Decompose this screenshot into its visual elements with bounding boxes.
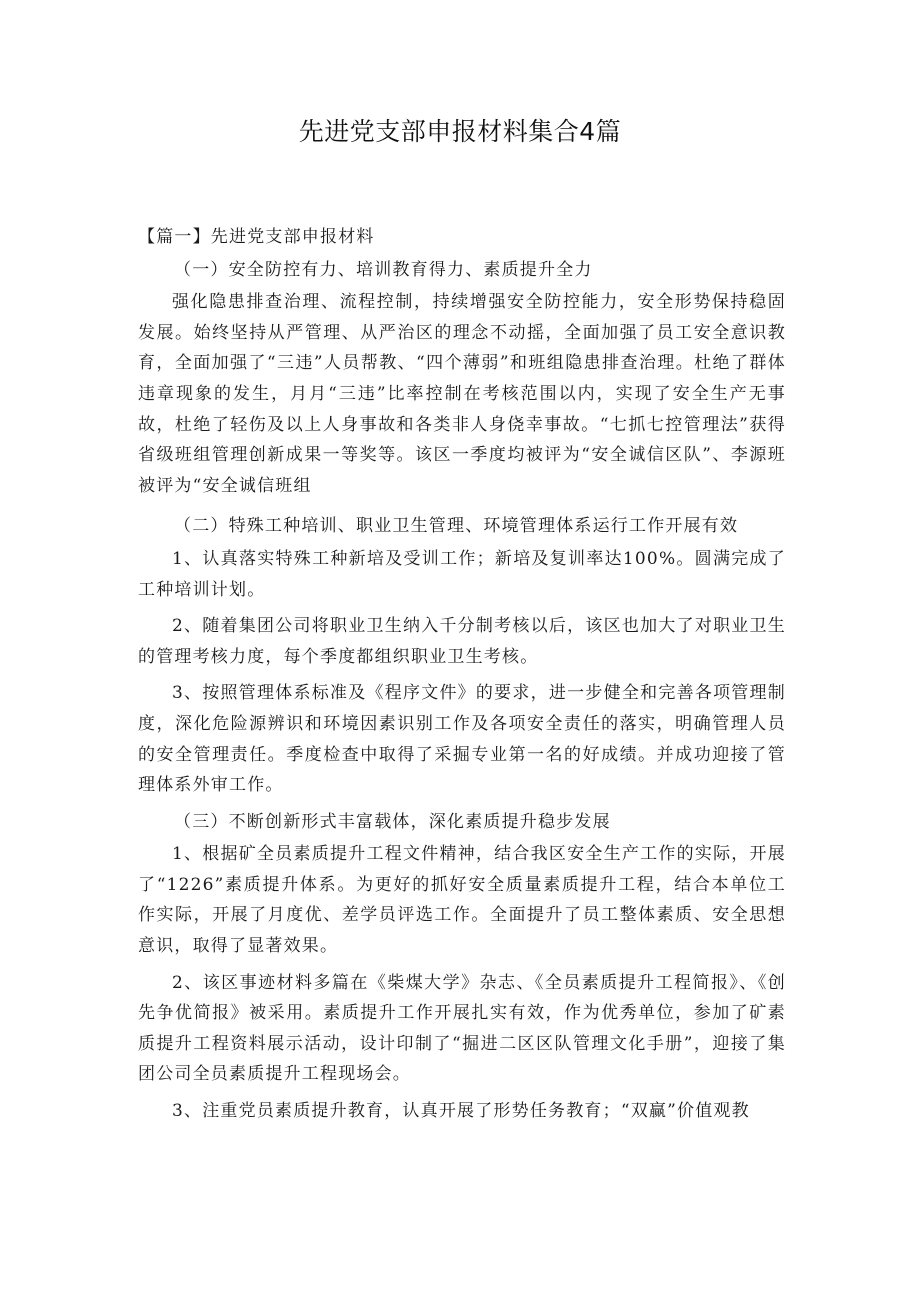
paragraph: 3、注重党员素质提升教育，认真开展了形势任务教育；“双赢”价值观教 bbox=[172, 1101, 750, 1122]
paragraph: 2、随着集团公司将职业卫生纳入千分制考核以后，该区也加大了对职业卫生的管理考核力度，每个季度都组织职业卫生考核。 bbox=[138, 616, 786, 667]
paragraph: 3、按照管理体系标准及《程序文件》的要求，进一步健全和完善各项管理制度，深化危险源辨识和环境因素识别工作及各项安全责任的落实，明确管理人员的安全管理责任。季度检查中取得了采掘专业第一名的好成绩。并成功迎接了管理体系外审工作。 bbox=[138, 683, 786, 796]
document-body bbox=[138, 222, 786, 1133]
subheading-2: （二）特殊工种培训、职业卫生管理、环境管理体系运行工作开展有效 bbox=[174, 516, 739, 537]
document-title: 先进党支部申报材料集合4篇 bbox=[298, 117, 622, 146]
paragraph: 1、根据矿全员素质提升工程文件精神，结合我区安全生产工作的实际，开展了“1226”素质提升体系。为更好的抓好安全质量素质提升工程，结合本单位工作实际，开展了月度优、差学员评选工作。全面提升了员工整体素质、安全思想意识，取得了显著效果。 bbox=[138, 844, 786, 957]
paragraph: 2、该区事迹材料多篇在《柴煤大学》杂志、《全员素质提升工程简报》、《创先争优简报》被采用。素质提升工作开展扎实有效，作为优秀单位，参加了矿素质提升工程资料展示活动，设计印制了“掘进二区区队管理文化手册”，迎接了集团公司全员素质提升工程现场会。 bbox=[138, 972, 786, 1085]
subheading-1: （一）安全防控有力、培训教育得力、素质提升全力 bbox=[174, 259, 593, 280]
subheading-3: （三）不断创新形式丰富载体，深化素质提升稳步发展 bbox=[174, 811, 611, 832]
paragraph: 1、认真落实特殊工种新培及受训工作；新培及复训率达100%。圆满完成了工种培训计划。 bbox=[138, 548, 786, 600]
paragraph: 强化隐患排查治理、流程控制，持续增强安全防控能力，安全形势保持稳固发展。始终坚持从严管理、从严治区的理念不动摇，全面加强了员工安全意识教育，全面加强了“三违”人员帮教、“四个薄弱”和班组隐患排查治理。杜绝了群体违章现象的发生，月月“三违”比率控制在考核范围以内，实现了安全生产无事故，杜绝了轻伤及以上人身事故和各类非人身侥幸事故。“七抓七控管理法”获得省级班组管理创新成果一等奖等。该区一季度均被评为“安全诚信区队”、李源班被评为“安全诚信班组 bbox=[138, 292, 786, 496]
section-heading: 【篇一】先进党支部申报材料 bbox=[138, 227, 375, 247]
